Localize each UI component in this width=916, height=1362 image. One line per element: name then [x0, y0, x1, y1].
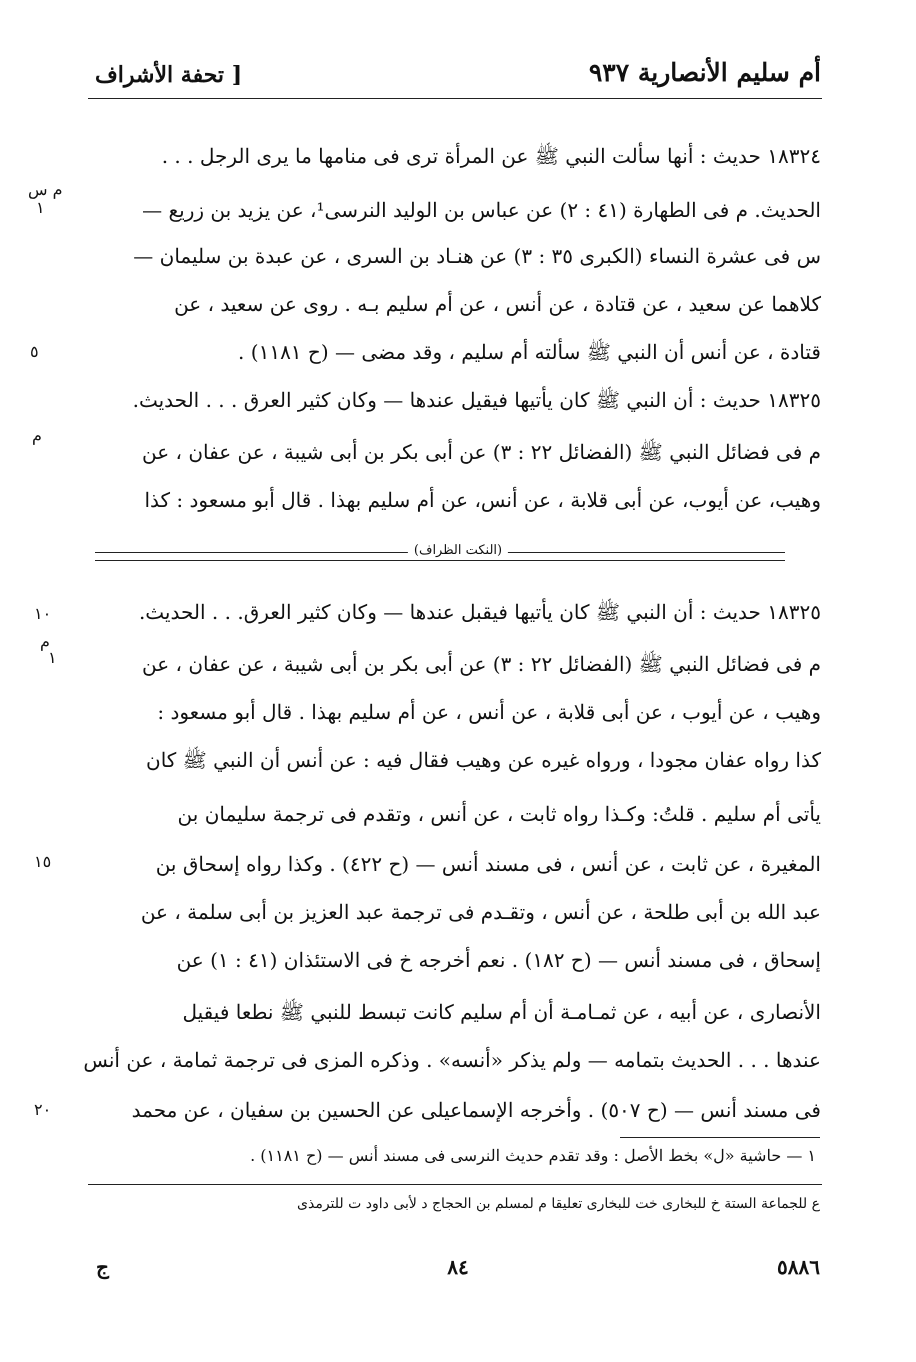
body-line: وهيب، عن أيوب، عن أبى قلابة ، عن أنس، عن أم سليم بهذا . قال أبو مسعود : كذا [144, 488, 821, 512]
margin-sigla: م [32, 426, 42, 445]
footnote-rule [620, 1137, 820, 1138]
nukat-line: فى مسند أنس — (ح ٥٠٧) . وأخرجه الإسماعيلى عن الحسين بن سفيان ، عن محمد [131, 1098, 821, 1122]
nukat-line: عبد الله بن أبى طلحة ، عن أنس ، وتقـدم فى ترجمة عبد العزيز بن أبى سلمة ، عن [140, 900, 821, 924]
nukat-line: م فى فضائل النبي ﷺ (الفضائل ٢٢ : ٣) عن أبى بكر بن أبى شيبة ، عن عفان ، عن [142, 652, 821, 676]
margin-line-number: ١٥ [34, 852, 52, 871]
nukat-line: يأتى أم سليم . قلتُ: وكـذا رواه ثابت ، عن أنس ، وتقدم فى ترجمة سليمان بن [177, 802, 821, 826]
body-line: قتادة ، عن أنس أن النبي ﷺ سألته أم سليم ، وقد مضى — (ح ١١٨١) . [238, 340, 821, 364]
nukat-line: عندها . . . الحديث بتمامه — ولم يذكر «أنسه» . وذكره المزى فى ترجمة ثمامة ، عن أنس [83, 1048, 821, 1072]
body-line: ١٨٣٢٤ حديث : أنها سألت النبي ﷺ عن المرأة ترى فى منامها ما يرى الرجل . . . [161, 144, 821, 168]
margin-sigla: م [40, 632, 50, 651]
footnote: ١ — حاشية «ل» بخط الأصل : وقد تقدم حديث النرسى فى مسند أنس — (ح ١١٨١) . [250, 1146, 816, 1165]
margin-line-number: ١٠ [34, 604, 52, 623]
signature-mark: ج [96, 1255, 109, 1279]
nukat-line: ١٨٣٢٥ حديث : أن النبي ﷺ كان يأتيها فيقبل عندها — وكان كثير العرق. . . الحديث. [138, 600, 821, 624]
margin-sigla: م س [28, 180, 63, 199]
body-line: س فى عشرة النساء (الكبرى ٣٥ : ٣) عن هنـاد بن السرى ، عن عبدة بن سليمان — [133, 244, 821, 268]
nukat-line: إسحاق ، فى مسند أنس — (ح ١٨٢) . نعم أخرجه خ فى الاستئذان (٤١ : ١) عن [176, 948, 821, 972]
page-running-title: أم سليم الأنصارية ٩٣٧ [588, 58, 821, 87]
body-line: ١٨٣٢٥ حديث : أن النبي ﷺ كان يأتيها فيقيل عندها — وكان كثير العرق . . . الحديث. [132, 388, 821, 412]
margin-line-number: ٢٠ [34, 1100, 52, 1119]
nukat-line: كذا رواه عفان مجودا ، ورواه غيره عن وهيب فقال فيه : عن أنس أن النبي ﷺ كان [146, 748, 821, 772]
body-line: الحديث. م فى الطهارة (٤١ : ٢) عن عباس بن الوليد النرسى¹، عن يزيد بن زريع — [142, 198, 821, 222]
nukat-line: وهيب ، عن أيوب ، عن أبى قلابة ، عن أنس ، عن أم سليم بهذا . قال أبو مسعود : [157, 700, 821, 724]
margin-note-marker: ١ [48, 648, 57, 667]
body-line: م فى فضائل النبي ﷺ (الفضائل ٢٢ : ٣) عن أبى بكر بن أبى شيبة ، عن عفان ، عن [142, 440, 821, 464]
page-number: ٨٤ [447, 1255, 469, 1279]
margin-note-marker: ١ [36, 198, 45, 217]
margin-line-number: ٥ [30, 342, 39, 361]
sigla-legend: ع للجماعة الستة خ للبخارى خت للبخارى تعليقا م لمسلم بن الحجاج د لأبى داود ت للترمذى [297, 1196, 820, 1212]
volume-page-number: ٥٨٨٦ [777, 1255, 820, 1279]
header-rule [88, 98, 822, 99]
legend-rule [88, 1184, 822, 1185]
nukat-line: المغيرة ، عن ثابت ، عن أنس ، فى مسند أنس — (ح ٤٢٢) . وكذا رواه إسحاق بن [155, 852, 821, 876]
nukat-line: الأنصارى ، عن أبيه ، عن ثمـامـة أن أم سليم كانت تبسط للنبي ﷺ نطعا فيقيل [182, 1000, 821, 1024]
collection-title: [ تحفة الأشراف [95, 62, 243, 88]
separator-label: (النكت الظراف) [408, 543, 508, 558]
body-line: كلاهما عن سعيد ، عن قتادة ، عن أنس ، عن أم سليم بـه . روى عن سعيد ، عن [174, 292, 821, 316]
